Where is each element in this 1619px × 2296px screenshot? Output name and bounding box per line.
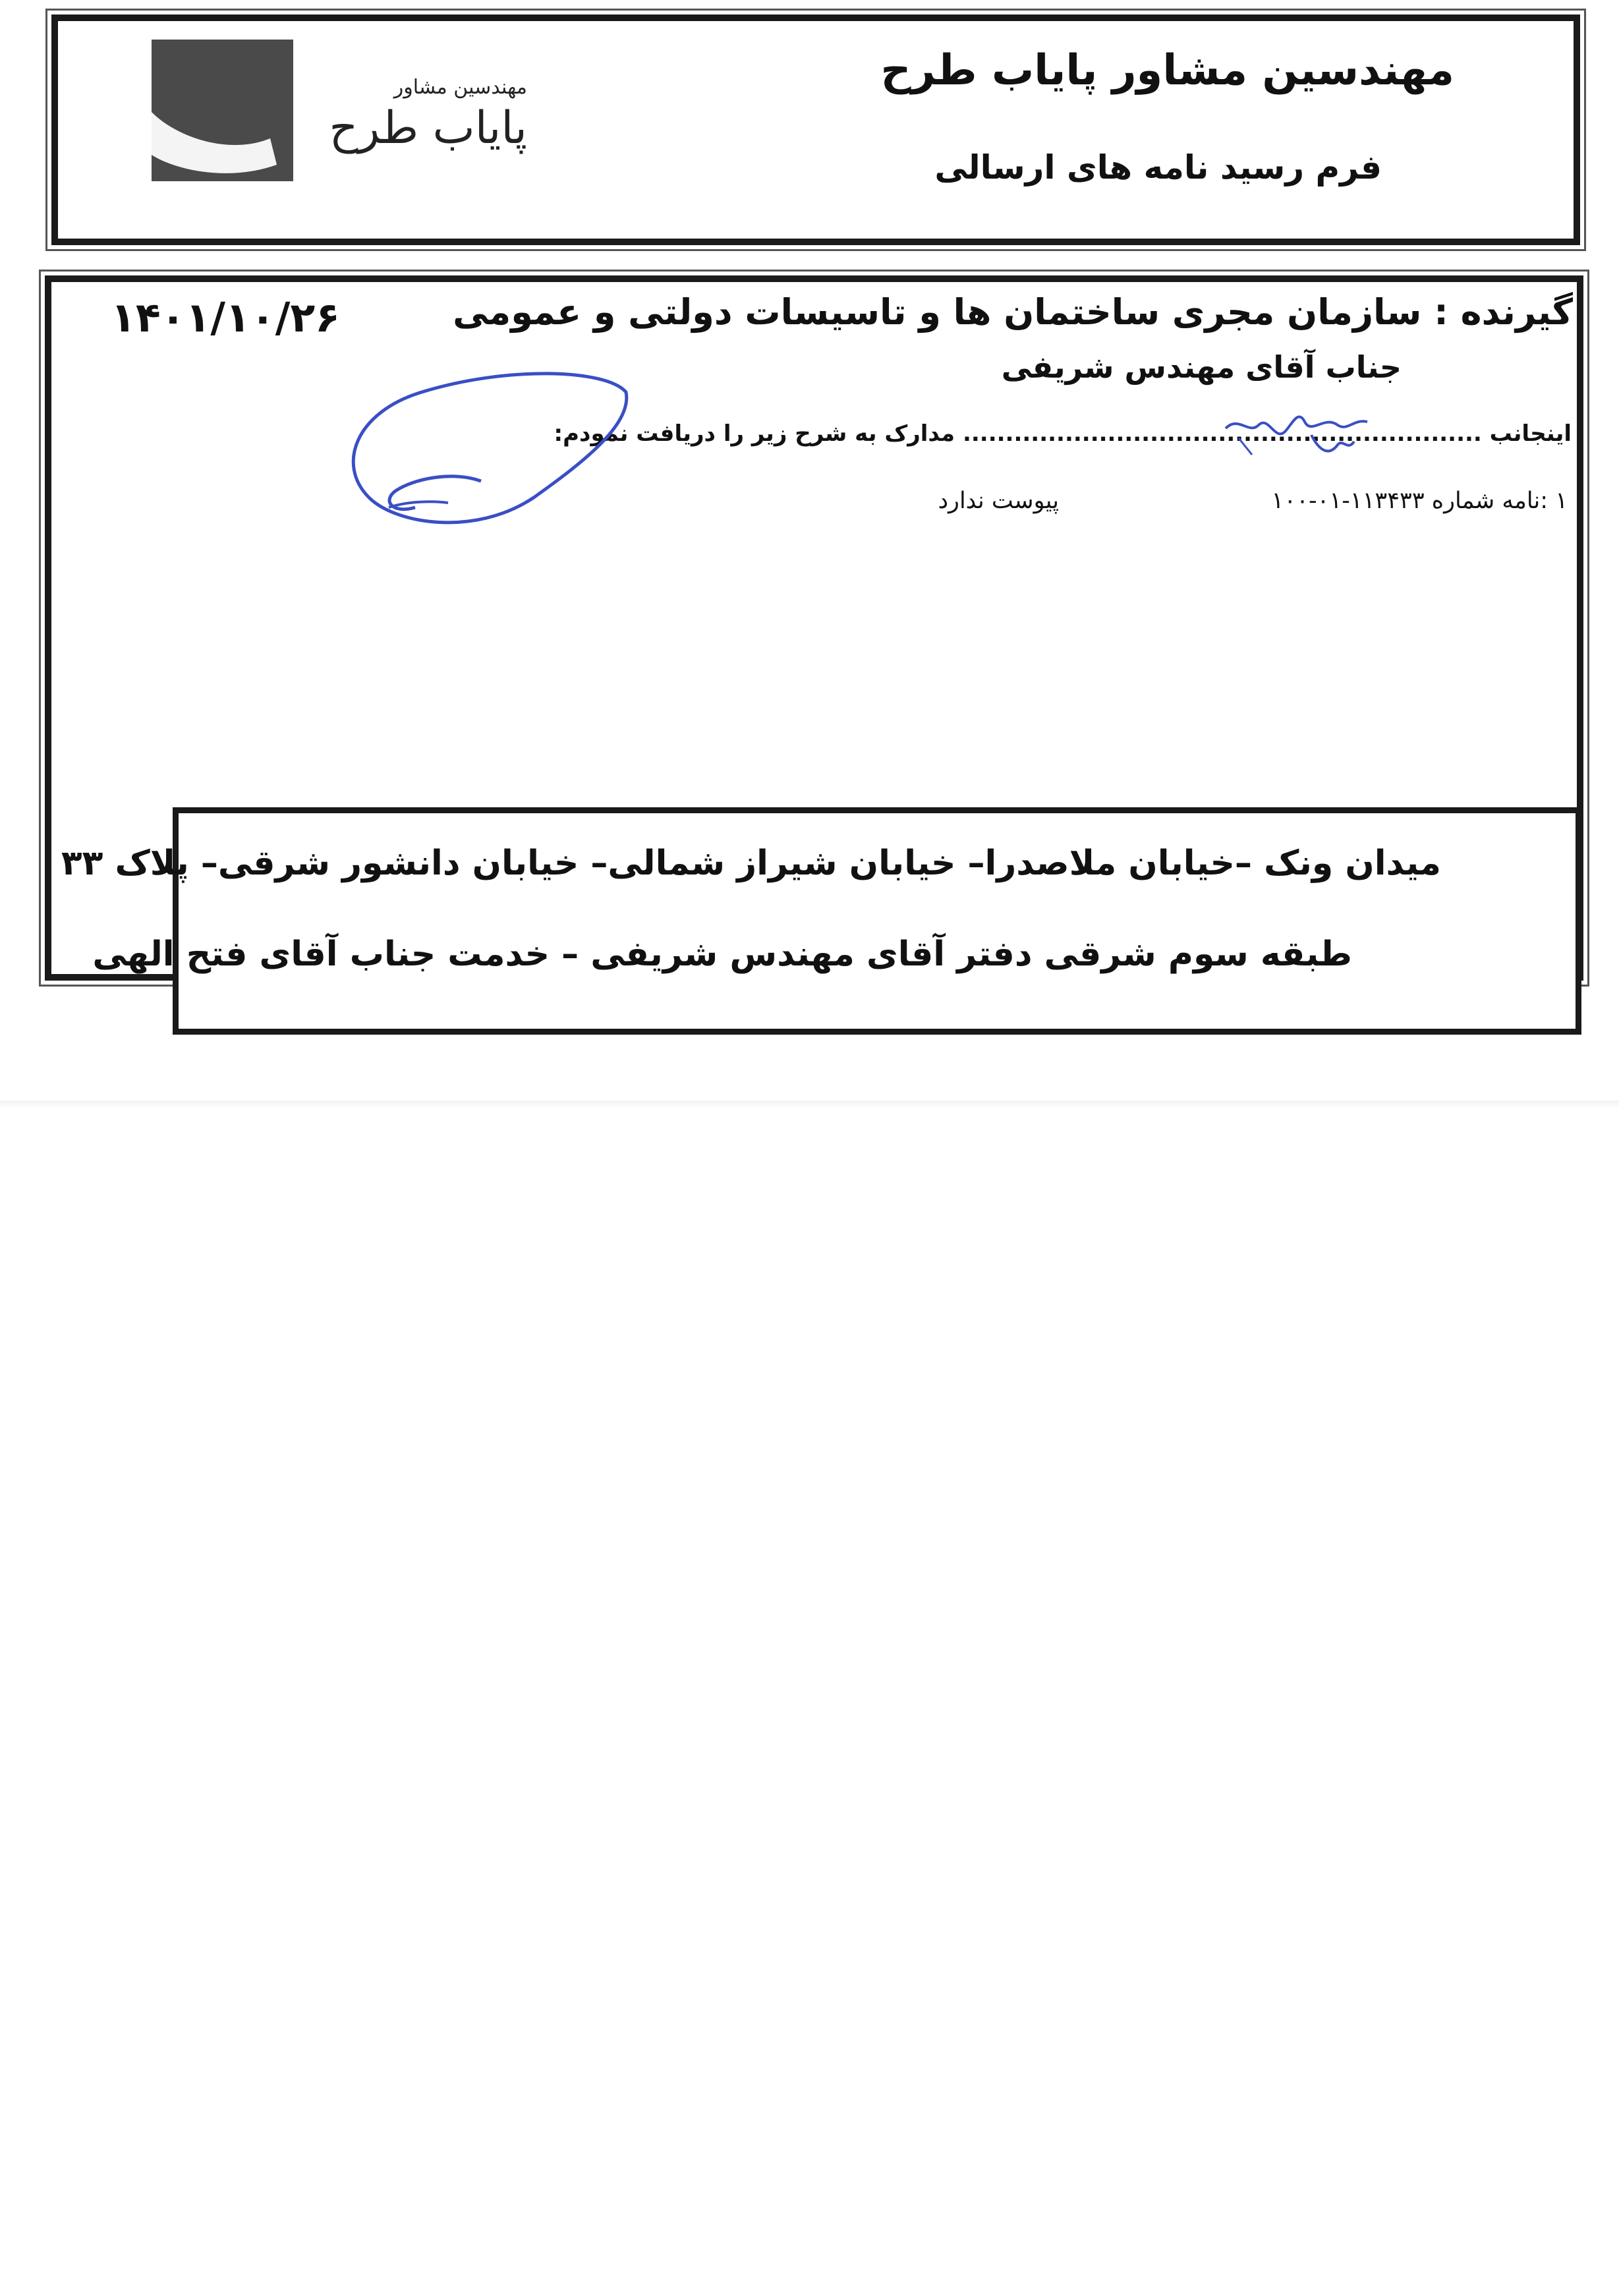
scan-edge (0, 1101, 1619, 1108)
handwritten-initials (1212, 395, 1384, 468)
payab-tarh-logo-icon (152, 40, 293, 181)
date: ۱۴۰۱/۱۰/۲۶ (111, 293, 341, 341)
recipient: گیرنده : سازمان مجری ساختمان ها و تاسیسات دولتی و عمومی (453, 291, 1573, 333)
document-title: مهندسین مشاور پایاب طرح (880, 46, 1454, 95)
signature (343, 366, 685, 550)
address-line-1: میدان ونک –خیابان ملاصدرا– خیابان شیراز شمالی– خیابان دانشور شرقی– پلاک ۳۳ (61, 844, 1441, 883)
company-logo (152, 40, 540, 185)
logo-large-text: پایاب طرح (329, 102, 527, 154)
document-subtitle: فرم رسید نامه های ارسالی (934, 148, 1382, 187)
acknowledgement-line: اینجانب ............................................................. مدارک به شرح زیر را دریافت نمودم: (554, 420, 1572, 447)
item-line: ۱ :نامه شماره ۱۱۳۴۳۳-۰۱-۱۰۰ (1271, 488, 1568, 514)
logo-small-text: مهندسین مشاور (393, 76, 527, 99)
item-attachment-note: پیوست ندارد (938, 488, 1059, 514)
address-line-2: طبقه سوم شرقی دفتر آقای مهندس شریفی – خدمت جناب آقای فتح الهی (92, 934, 1352, 974)
address-box (173, 807, 1581, 1035)
recipient-person: جناب آقای مهندس شریفی (1001, 349, 1402, 385)
